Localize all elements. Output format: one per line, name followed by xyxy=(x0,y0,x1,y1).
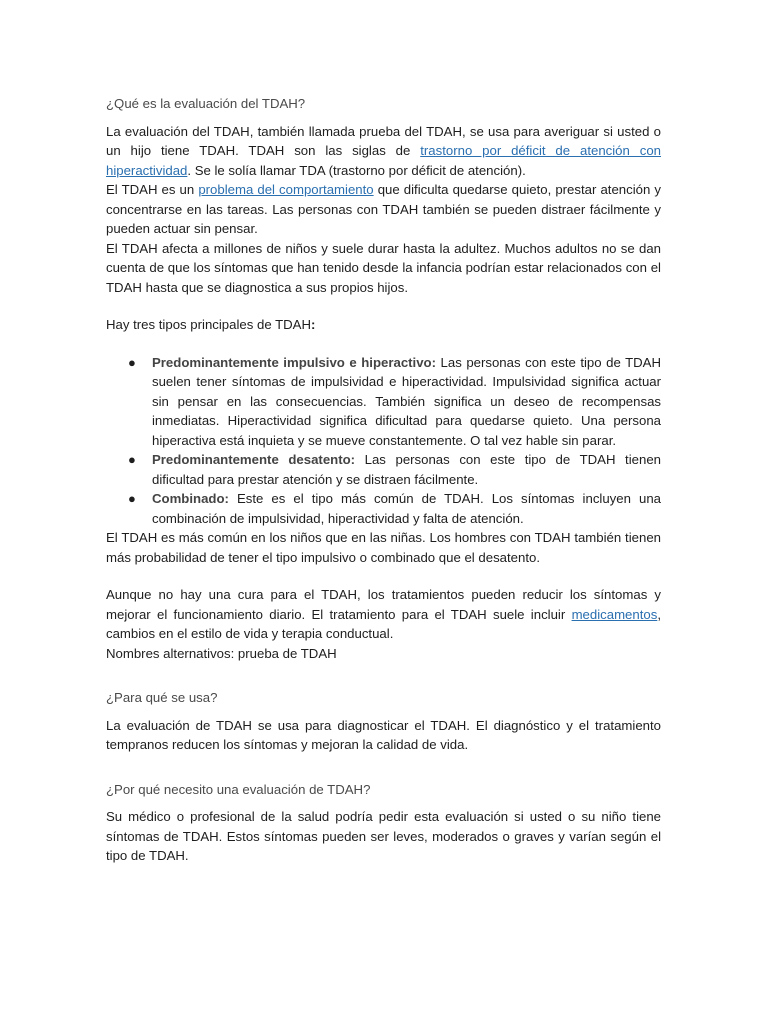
paragraph-why: Su médico o profesional de la salud podría pedir esta evaluación si usted o su niño tiene síntomas de TDAH. Estos síntomas pueden ser leves, moderados o graves y varían según el tipo de TDAH. xyxy=(106,809,661,863)
text-segment: , cambios en el estilo de vida y terapia conductual. xyxy=(106,606,661,641)
paragraph-types-intro xyxy=(106,315,661,335)
list-item xyxy=(106,353,661,451)
paragraph-adults: El TDAH afecta a millones de niños y suele durar hasta la adultez. Muchos adultos no se dan cuenta de que los síntomas que han tenido desde la infancia podrían estar relacionados con el TDAH hasta que se diagnostica a sus propios hijos. xyxy=(106,240,661,295)
list-item xyxy=(106,489,661,528)
types-list xyxy=(106,353,661,529)
link-behavior-problem[interactable]: problema del comportamiento xyxy=(198,182,374,197)
type-text: Las personas con este tipo de TDAH suelen tener síntomas de impulsividad e hiperactividad. Impulsividad significa actuar sin pensar en las consecuencias. También significa un deseo de recompensas inmediatas. Hiperactividad significa dificultad para quedarse quieto. Una persona hiperactiva está inquieta y se mueve constantemente. O tal vez hable sin parar. xyxy=(152,354,661,448)
paragraph-behavior xyxy=(106,180,661,239)
bullet-icon: ● xyxy=(128,354,136,370)
paragraph-alt-names: Nombres alternativos: prueba de TDAH xyxy=(106,645,337,661)
text-colon: : xyxy=(310,317,316,332)
paragraph-gender: El TDAH es más común en los niños que en las niñas. Los hombres con TDAH también tienen más probabilidad de tener el tipo impulsivo o combinado que el desatento. xyxy=(106,530,661,565)
text-segment: Hay tres tipos principales de TDAH xyxy=(106,317,311,332)
paragraph-intro xyxy=(106,122,661,181)
text-segment: Aunque no hay una cura para el TDAH, los tratamientos pueden reducir los síntomas y mejorar el funcionamiento diario. El tratamiento para el TDAH suele incluir xyxy=(106,587,661,622)
bullet-icon: ● xyxy=(128,491,136,506)
list-item xyxy=(106,450,661,489)
text-segment: que dificulta quedarse quieto, prestar atención y concentrarse en las tareas. Las personas con TDAH también se pueden distraer fácilmente y pueden actuar sin pensar. xyxy=(106,182,661,236)
type-title: Predominantemente impulsivo e hiperactivo: xyxy=(152,354,436,370)
type-title: Predominantemente desatento: xyxy=(152,452,356,467)
heading-what-is: ¿Qué es la evaluación del TDAH? xyxy=(106,96,306,111)
type-text: Las personas con este tipo de TDAH tienen dificultad para prestar atención y se distraen fácilmente. xyxy=(152,452,661,487)
paragraph-usage: La evaluación de TDAH se usa para diagnosticar el TDAH. El diagnóstico y el tratamiento tempranos reducen los síntomas y mejoran la calidad de vida. xyxy=(106,717,661,752)
type-text: Este es el tipo más común de TDAH. Los síntomas incluyen una combinación de impulsividad, hiperactividad y falta de atención. xyxy=(152,491,661,526)
text-segment: El TDAH es un xyxy=(106,182,199,197)
link-medications[interactable]: medicamentos xyxy=(571,606,658,622)
text-segment: La evaluación del TDAH, también llamada prueba del TDAH, se usa para averiguar si usted o un hijo tiene TDAH. TDAH son las siglas de xyxy=(106,123,661,158)
heading-what-used-for: ¿Para qué se usa? xyxy=(106,690,218,705)
type-title: Combinado: xyxy=(152,491,229,506)
bullet-icon: ● xyxy=(128,452,136,467)
document-page xyxy=(106,94,661,866)
heading-why-needed: ¿Por qué necesito una evaluación de TDAH? xyxy=(106,781,371,797)
link-adhd-definition[interactable]: trastorno por déficit de atención con hiperactividad xyxy=(106,143,661,178)
text-segment: . Se le solía llamar TDA (trastorno por déficit de atención). xyxy=(187,162,526,178)
paragraph-treatment xyxy=(106,585,661,644)
